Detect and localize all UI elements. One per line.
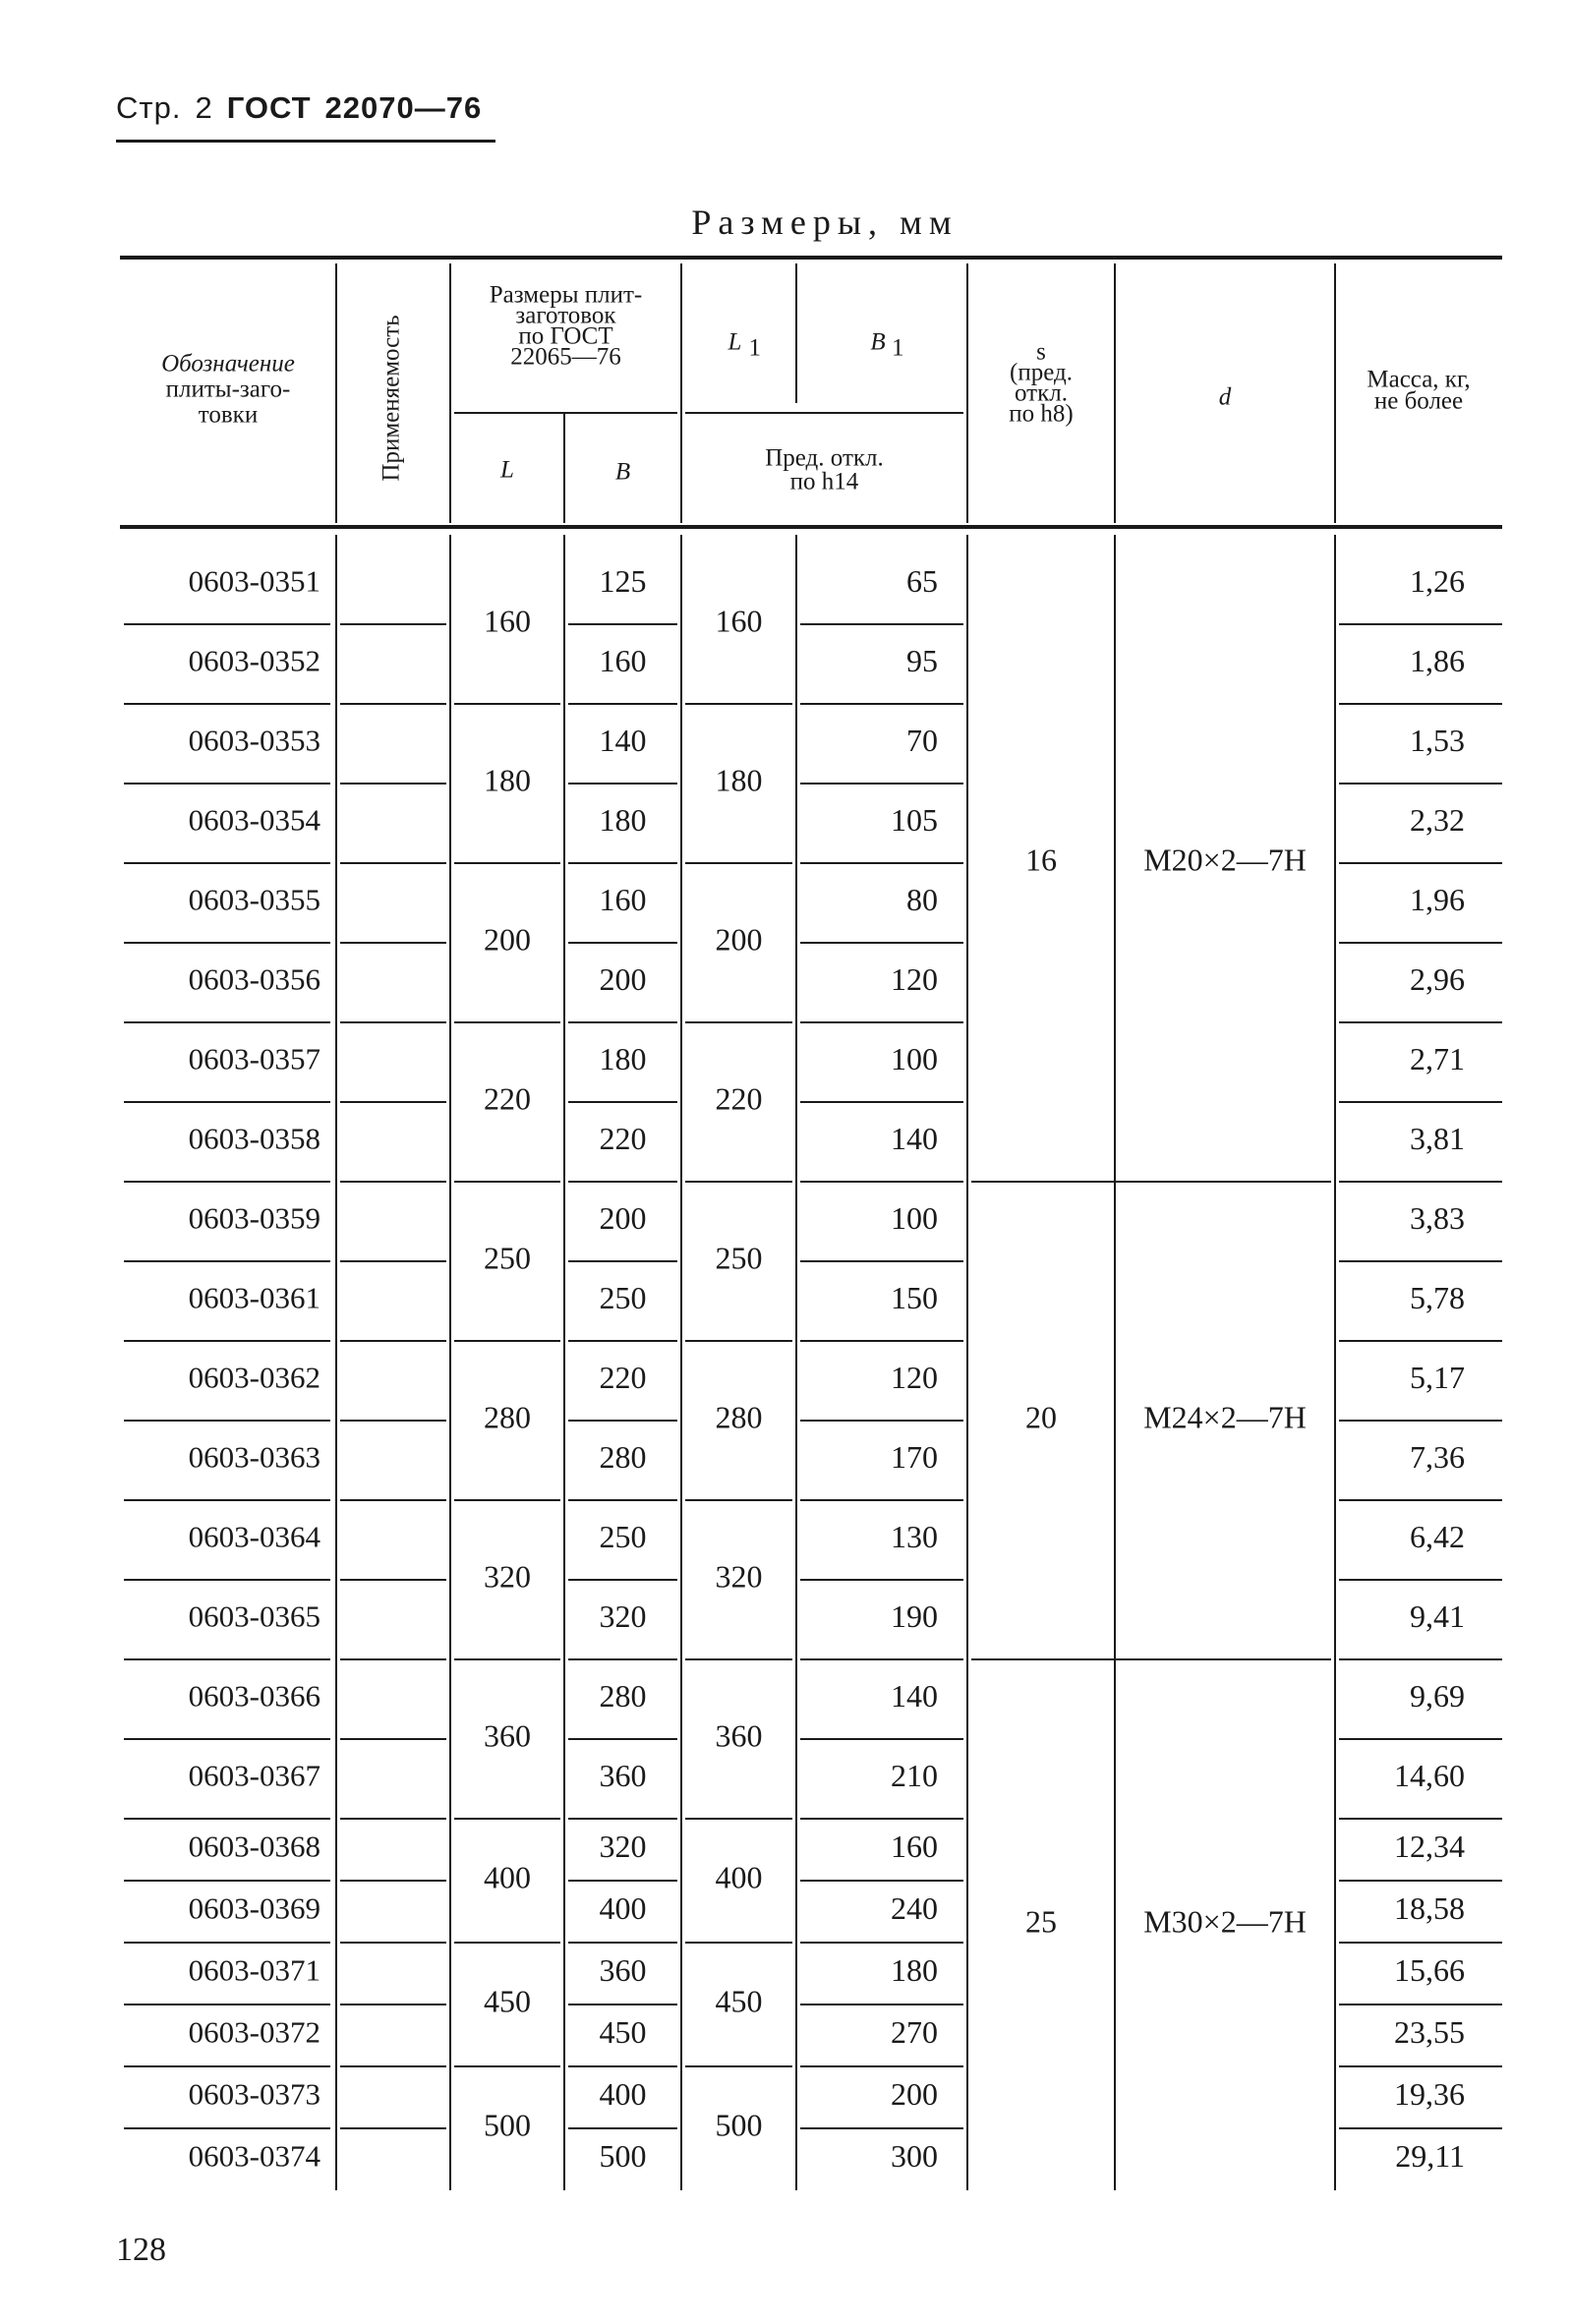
row-code: 0603-0371 [188, 1952, 320, 1988]
row-mass: 2,96 [1410, 960, 1465, 997]
row-code: 0603-0357 [188, 1041, 320, 1076]
header-L: L [500, 456, 514, 484]
row-B1: 140 [891, 1677, 938, 1714]
group-L: 250 [484, 1240, 531, 1276]
header-blank-sizes: заготовок [515, 302, 616, 329]
row-B1: 240 [891, 1889, 938, 1926]
group-L: 400 [484, 1859, 531, 1895]
row-B1: 160 [891, 1828, 938, 1864]
header-mass: Масса, кг, [1367, 366, 1471, 393]
units-title: Размеры, мм [691, 203, 959, 242]
row-B1: 210 [891, 1757, 938, 1793]
group-L1: 200 [715, 921, 763, 958]
row-B: 140 [599, 722, 647, 758]
row-B1: 120 [891, 960, 938, 997]
row-mass: 1,26 [1410, 562, 1465, 599]
row-B: 250 [599, 1279, 647, 1315]
row-code: 0603-0366 [188, 1678, 320, 1714]
row-B: 360 [599, 1951, 647, 1988]
row-code: 0603-0372 [188, 2014, 320, 2050]
row-B1: 80 [906, 881, 938, 917]
row-B1: 105 [891, 801, 938, 838]
group-L1: 320 [715, 1558, 763, 1595]
row-code: 0603-0373 [188, 2076, 320, 2112]
row-B1: 65 [906, 562, 938, 599]
row-B1: 130 [891, 1518, 938, 1554]
group-L: 280 [484, 1399, 531, 1435]
header-applicability: Применяемость [378, 315, 405, 482]
header-d: d [1218, 383, 1232, 411]
group-L1: 400 [715, 1859, 763, 1895]
standard-label: ГОСТ [226, 90, 312, 125]
group-L1: 160 [715, 603, 763, 639]
row-mass: 5,78 [1410, 1279, 1465, 1315]
row-mass: 19,36 [1394, 2075, 1465, 2112]
group-L1: 180 [715, 762, 763, 798]
row-code: 0603-0374 [188, 2138, 320, 2174]
row-mass: 9,69 [1410, 1677, 1465, 1714]
header-blank-sizes: Размеры плит- [489, 281, 643, 309]
row-code: 0603-0355 [188, 882, 320, 917]
row-mass: 9,41 [1410, 1598, 1465, 1634]
row-mass: 3,81 [1410, 1120, 1465, 1156]
row-mass: 18,58 [1394, 1889, 1465, 1926]
row-B: 125 [599, 562, 647, 599]
group-L1: 280 [715, 1399, 763, 1435]
row-mass: 5,17 [1410, 1359, 1465, 1395]
header-blank-sizes: по ГОСТ [518, 322, 613, 350]
row-code: 0603-0358 [188, 1121, 320, 1156]
row-B1: 100 [891, 1199, 938, 1236]
page-number: 128 [116, 2232, 166, 2268]
group-s: 16 [1025, 842, 1057, 878]
row-mass: 23,55 [1394, 2013, 1465, 2050]
row-B: 400 [599, 2075, 647, 2112]
group-L: 160 [484, 603, 531, 639]
row-code: 0603-0352 [188, 643, 320, 678]
row-B1: 120 [891, 1359, 938, 1395]
header-tolerance: по h14 [789, 468, 859, 495]
row-B: 220 [599, 1359, 647, 1395]
group-L1: 500 [715, 2107, 763, 2143]
row-B1: 150 [891, 1279, 938, 1315]
header-tolerance: Пред. откл. [765, 444, 884, 472]
row-mass: 3,83 [1410, 1199, 1465, 1236]
row-B1: 180 [891, 1951, 938, 1988]
group-L: 180 [484, 762, 531, 798]
header-s: по h8) [1009, 400, 1074, 428]
header-designation: плиты-заго- [165, 376, 291, 403]
header-B1-sub: 1 [892, 334, 904, 362]
row-mass: 7,36 [1410, 1438, 1465, 1475]
row-code: 0603-0369 [188, 1890, 320, 1926]
group-L: 200 [484, 921, 531, 958]
row-code: 0603-0368 [188, 1829, 320, 1864]
row-B: 320 [599, 1828, 647, 1864]
row-B: 400 [599, 1889, 647, 1926]
group-L: 320 [484, 1558, 531, 1595]
row-code: 0603-0356 [188, 961, 320, 997]
row-code: 0603-0359 [188, 1200, 320, 1236]
row-B1: 190 [891, 1598, 938, 1634]
row-mass: 2,71 [1410, 1040, 1465, 1076]
group-L: 450 [484, 1983, 531, 2019]
group-s: 25 [1025, 1903, 1057, 1940]
header-mass: не более [1373, 387, 1464, 415]
group-L: 500 [484, 2107, 531, 2143]
page-label: Стр. [116, 90, 182, 125]
group-d: M20×2—7H [1143, 842, 1307, 878]
page-num: 2 [195, 90, 213, 125]
header-s: (пред. [1010, 359, 1073, 386]
group-L: 360 [484, 1717, 531, 1754]
row-B: 200 [599, 1199, 647, 1236]
row-mass: 29,11 [1395, 2137, 1465, 2174]
row-B: 450 [599, 2013, 647, 2050]
row-B: 180 [599, 801, 647, 838]
row-mass: 2,32 [1410, 801, 1465, 838]
standard-number: 22070—76 [324, 90, 483, 125]
row-code: 0603-0364 [188, 1519, 320, 1554]
group-L1: 360 [715, 1717, 763, 1754]
row-B1: 100 [891, 1040, 938, 1076]
header-s: откл. [1015, 379, 1068, 407]
row-B: 160 [599, 642, 647, 678]
row-mass: 14,60 [1394, 1757, 1465, 1793]
row-B: 200 [599, 960, 647, 997]
row-code: 0603-0361 [188, 1280, 320, 1315]
row-code: 0603-0353 [188, 723, 320, 758]
header-B1: B [870, 328, 886, 356]
row-B: 250 [599, 1518, 647, 1554]
row-B: 360 [599, 1757, 647, 1793]
row-B: 280 [599, 1677, 647, 1714]
header-L1-sub: 1 [748, 334, 761, 362]
row-B: 280 [599, 1438, 647, 1475]
row-B1: 300 [891, 2137, 938, 2174]
row-B: 160 [599, 881, 647, 917]
group-d: M24×2—7H [1143, 1399, 1307, 1435]
row-mass: 6,42 [1410, 1518, 1465, 1554]
header-s: s [1036, 338, 1046, 366]
group-L1: 250 [715, 1240, 763, 1276]
header-designation: Обозначение [161, 350, 295, 378]
group-s: 20 [1025, 1399, 1057, 1435]
row-code: 0603-0351 [188, 563, 320, 599]
row-B1: 170 [891, 1438, 938, 1475]
row-mass: 12,34 [1394, 1828, 1465, 1864]
row-mass: 1,53 [1410, 722, 1465, 758]
row-B1: 270 [891, 2013, 938, 2050]
group-L: 220 [484, 1080, 531, 1117]
row-B1: 200 [891, 2075, 938, 2112]
row-code: 0603-0367 [188, 1758, 320, 1793]
row-code: 0603-0365 [188, 1598, 320, 1634]
row-mass: 15,66 [1394, 1951, 1465, 1988]
row-B1: 95 [906, 642, 938, 678]
row-code: 0603-0363 [188, 1439, 320, 1475]
row-code: 0603-0354 [188, 802, 320, 838]
row-B: 500 [599, 2137, 647, 2174]
row-mass: 1,86 [1410, 642, 1465, 678]
header-L1: L [727, 328, 742, 356]
row-B: 220 [599, 1120, 647, 1156]
row-B1: 140 [891, 1120, 938, 1156]
header-B: B [614, 458, 631, 486]
group-d: M30×2—7H [1143, 1903, 1307, 1940]
group-L1: 220 [715, 1080, 763, 1117]
header-blank-sizes: 22065—76 [510, 343, 621, 371]
group-L1: 450 [715, 1983, 763, 2019]
row-B1: 70 [906, 722, 938, 758]
row-B: 320 [599, 1598, 647, 1634]
header-designation: товки [198, 401, 259, 429]
row-mass: 1,96 [1410, 881, 1465, 917]
row-B: 180 [599, 1040, 647, 1076]
row-code: 0603-0362 [188, 1360, 320, 1395]
